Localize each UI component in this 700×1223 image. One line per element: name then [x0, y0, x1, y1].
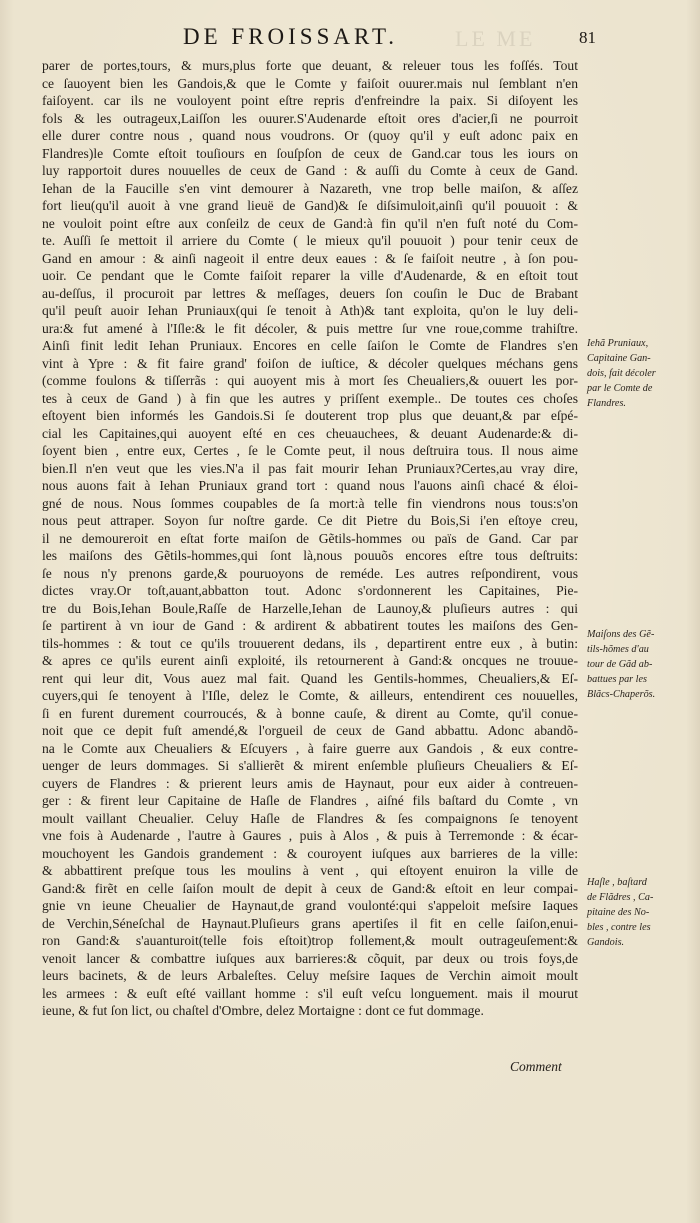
text-line: parer de portes,tours, & murs,plus forte que deuant, & releuer tous les foſſés. Tout [42, 58, 578, 73]
margin-note-hasle [587, 875, 697, 950]
text-line: cuyers,qui ſe tenoyent à l'Iſle, delez le Comte, & ailleurs, entendirent ces nouuelles, [42, 688, 578, 703]
text-line: les maiſons des Gẽtils-hommes,qui ſont là,nous pouuõs encores eſtre tous deſtruits: [42, 548, 578, 563]
text-line: moult vaillant Cheualier. Celuy Haſle de Flandres & ſes compaignons ſe tenoyent [42, 810, 578, 826]
text-line: cuyers de Flandres : & prierent leurs amis de Haynaut, pour eux aider à contreuen- [42, 775, 578, 791]
text-line: ger : & firent leur Capitaine de Haſle de Flandres , aiſné fils baſtard du Comte , vn [42, 793, 578, 808]
text-line: ſi en furent durement courroucés, & à bonne cauſe, & dirent au Comte, qu'il conue- [42, 705, 578, 721]
margin-note-line: tils-hõmes d'au [587, 644, 649, 655]
margin-note-line: Iehã Pruniaux, [587, 338, 649, 349]
page-number: 81 [579, 28, 596, 47]
text-line: au-deſſus, il procuroit par lettres & meſſages, deuers ſon couſin le Duc de Brabant [42, 285, 578, 301]
text-line: na le Comte aux Cheualiers & Eſcuyers , à faire guerre aux Gandois , & eux contre- [42, 740, 578, 756]
text-line: dictes vray.Or toſt,auant,abbatton tout. Adonc s'ordonnerent les Capitaines, Pie- [42, 583, 578, 598]
text-line: nous auons fait à Iehan Pruniaux grand tort : quand nous l'auons ainſi chacé & éloi- [42, 478, 578, 493]
margin-note-maisons [587, 627, 697, 702]
text-line: Ainſi finit ledit Iehan Pruniaux. Encores en celle ſaiſon le Comte de Flandres s'en [42, 338, 578, 353]
text-line: leurs bacinets, & de leurs Arbaleſtes. Celuy meſsire Iaques de Verchin aimoit moult [42, 968, 578, 983]
text-line: te. Auſſi ſe mettoit il arriere du Comte ( le mieux qu'il pouuoit ) pour tenir ceux de [42, 233, 578, 248]
text-line: venoit lancer & combattre iuſques aux barrieres:& cõquit, par deux ou trois foys,de [42, 950, 578, 966]
text-line: uoir. Ce pendant que le Comte faiſoit reparer la ville d'Audenarde, & en eſtoit tout [42, 268, 578, 283]
text-line: elle durer contre nous , quand nous voudrons. Or (quoy qu'il y euſt adonc paix en [42, 128, 578, 143]
text-line: luy rapportoit dures nouuelles de ceux de Gand : & auſſi du Comte à ceux de Gand. [42, 163, 578, 178]
text-line: les armees : & euſt eſté vaillant homme : s'il euſt veſcu longuement. mais il mourut [42, 985, 578, 1001]
margin-note-line: Capitaine Gan- [587, 353, 651, 364]
text-line: ura:& fut amené à l'Iſle:& le fit décoler, & puis mettre ſur vne roue,comme trahiſtre. [42, 320, 578, 336]
text-line: & apres ce qu'ils eurent ainſi exploité, ils retournerent à Gand:& oncques ne trouue- [42, 653, 578, 668]
text-line: noit que ce depit fuſt amendé,& l'orgueil de ceux de Gand abbattu. Adonc abandõ- [42, 723, 578, 738]
text-line: vint à Ypre : & fit faire grand' foiſon de iuſtice, & décoler quelques méchans gens [42, 355, 578, 371]
margin-note-line: tour de Gãd ab- [587, 659, 653, 670]
margin-note-line: Gandois. [587, 937, 625, 948]
bleed-through-text: LE ME [455, 26, 536, 51]
text-line: rent qui leur dit, Vous auez mal fait. Quand les Gentils-hommes, Cheualiers,& Eſ- [42, 670, 578, 686]
margin-note-line: par le Comte de [587, 383, 653, 394]
text-line: ſoyent bien , entre eux, Certes , ſe le Comte peut, il nous deſtruira tous. Il nous aime [42, 443, 578, 458]
text-line: fort lieu(qu'il auoit à vne grand lieuë de Gand)& ſe diſsimuloit,ainſi qu'il pouuoit : & [42, 198, 578, 213]
margin-note-line: Flandres. [587, 398, 626, 409]
text-line: mouchoyent les Gandois grandement : & couroyent iuſques aux barrieres de la ville: [42, 845, 578, 861]
text-line: (comme foulons & tiſſerrãs : qui auoyent mis à mort ſes Cheualiers,& ouuert les por- [42, 373, 578, 388]
margin-note-line: Blãcs-Chaperõs. [587, 689, 656, 700]
text-line: vne fois à Audenarde , l'autre à Gaures , puis à Alos , & puis à Terremonde : & écar- [42, 828, 578, 843]
margin-note-pruniaux [587, 336, 697, 411]
text-line: uenger de leurs dommages. Si s'allierẽt & mirent enſemble pluſieurs Cheualiers & Eſ- [42, 758, 578, 773]
text-line: ce ſauoyent bien les Gandois,& que le Comte y faiſoit ouurer.mais nul ſemblant n'en [42, 75, 578, 91]
text-line: de Verchin,Séneſchal de Haynaut.Pluſieurs grans apertiſes il fit en celle ſaiſon,enui- [42, 915, 578, 931]
text-line: gnie vn ieune Cheualier de Haynaut,de grand voulonté:qui s'appeloit meſsire Iaques [42, 898, 578, 913]
catchword: Comment [510, 1059, 562, 1074]
text-line: Flandres)le Comte eſtoit touſiours en ſouſpſon de ceux de Gand.car tous les iours on [42, 145, 578, 161]
margin-note-line: de Flãdres , Ca- [587, 892, 654, 903]
margin-note-line: pitaine des No- [587, 907, 650, 918]
text-line: tes à ceux de Gand ) à fin que les autres y priſſent exemple.. De toutes ces choſes [42, 390, 578, 406]
margin-note-line: battues par les [587, 674, 647, 685]
text-line: Gand:& firẽt en celle ſaiſon moult de depit à ceux de Gand:& eſtoit en leur compai- [42, 880, 578, 896]
text-line: gné de nous. Nous ſommes coupables de ſa mort:à telle fin viendrons nous tous:s'on [42, 495, 578, 511]
main-text-block [42, 57, 578, 1020]
text-line: ron Gand:& s'auanturoit(telle fois eſtoit)trop follement,& moult outrageuſement:& [42, 933, 578, 948]
text-line: qu'il peuſt auoir Iehan Pruniaux(qui ſe tenoit à Ath)& tant exploita, qu'on le luy deli- [42, 303, 578, 318]
text-line: ieune, & fut ſon lict, ou chaſtel d'Ombre, delez Mortaigne : dont ce fut dommage. [42, 1003, 484, 1018]
text-line: tre du Bois,Iehan Boule,Raſſe de Harzelle,Iehan de Launoy,& pluſieurs autres : qui [42, 600, 578, 616]
text-line: tils-hommes : & tout ce qu'ils trouuerent dedans, ils , departirent entre eux , à butin: [42, 635, 578, 651]
margin-note-line: dois, fait décoler [587, 368, 656, 379]
text-line: & abbattirent preſque tous les moulins à vent , qui eſtoyent enuiron la ville de [42, 863, 578, 878]
text-line: il ne demoureroit en eſtat forte maiſon de Gẽtils-hommes ou païs de Gand. Car par [42, 530, 578, 546]
text-line: bien.Il n'en veut que les vies.N'a il pas fait mourir Iehan Pruniaux?Certes,au vray dire, [42, 460, 578, 476]
running-head [0, 24, 700, 54]
text-line: eſtoyent bien informés les Gandois.Si ſe douterent trop plus que deuant,& par eſpé- [42, 408, 578, 423]
text-line: Iehan de la Faucille s'en vint demourer à Nazareth, vne trop belle maiſon, & aſſez [42, 180, 578, 196]
text-line: Gand en amour : & ainſi nageoit il entre deux eaues : & ſe faiſoit neutre , à ſon pou- [42, 250, 578, 266]
text-line: fols & les outrageux,Laiſſon les ouurer.S'Audenarde eſtoit ores d'acier,ſi ne pourroit [42, 110, 578, 126]
margin-note-line: Maiſons des Gẽ- [587, 629, 655, 640]
margin-note-line: Haſle , baſtard [587, 877, 647, 888]
page-title: DE FROISSART. [183, 24, 399, 49]
text-line: nous peut attraper. Soyon ſur noſtre garde. Ce dit Pietre du Bois,Si i'en eſtoye creu, [42, 513, 578, 528]
text-line: faiſoyent. car ils ne vouloyent point eſtre repris d'enfreindre la paix. Si diſoyent les [42, 93, 578, 108]
text-line: ne vouloit point eſtre aux conſeilz de ceux de Gand:à fin qu'il n'en fuſt noté du Com- [42, 215, 578, 231]
margin-note-line: bles , contre les [587, 922, 651, 933]
text-line: cial les Capitaines,qui auoyent eſté en ces cheuauchees, & deuant Audenarde:& di- [42, 425, 578, 441]
text-line: ſe partirent à vn iour de Gand : & ardirent & abbatirent toutes les maiſons des Gen- [42, 618, 578, 633]
text-line: ſe nous n'y prenons garde,& pouruoyons de reméde. Les autres reſpondirent, vous [42, 565, 578, 581]
